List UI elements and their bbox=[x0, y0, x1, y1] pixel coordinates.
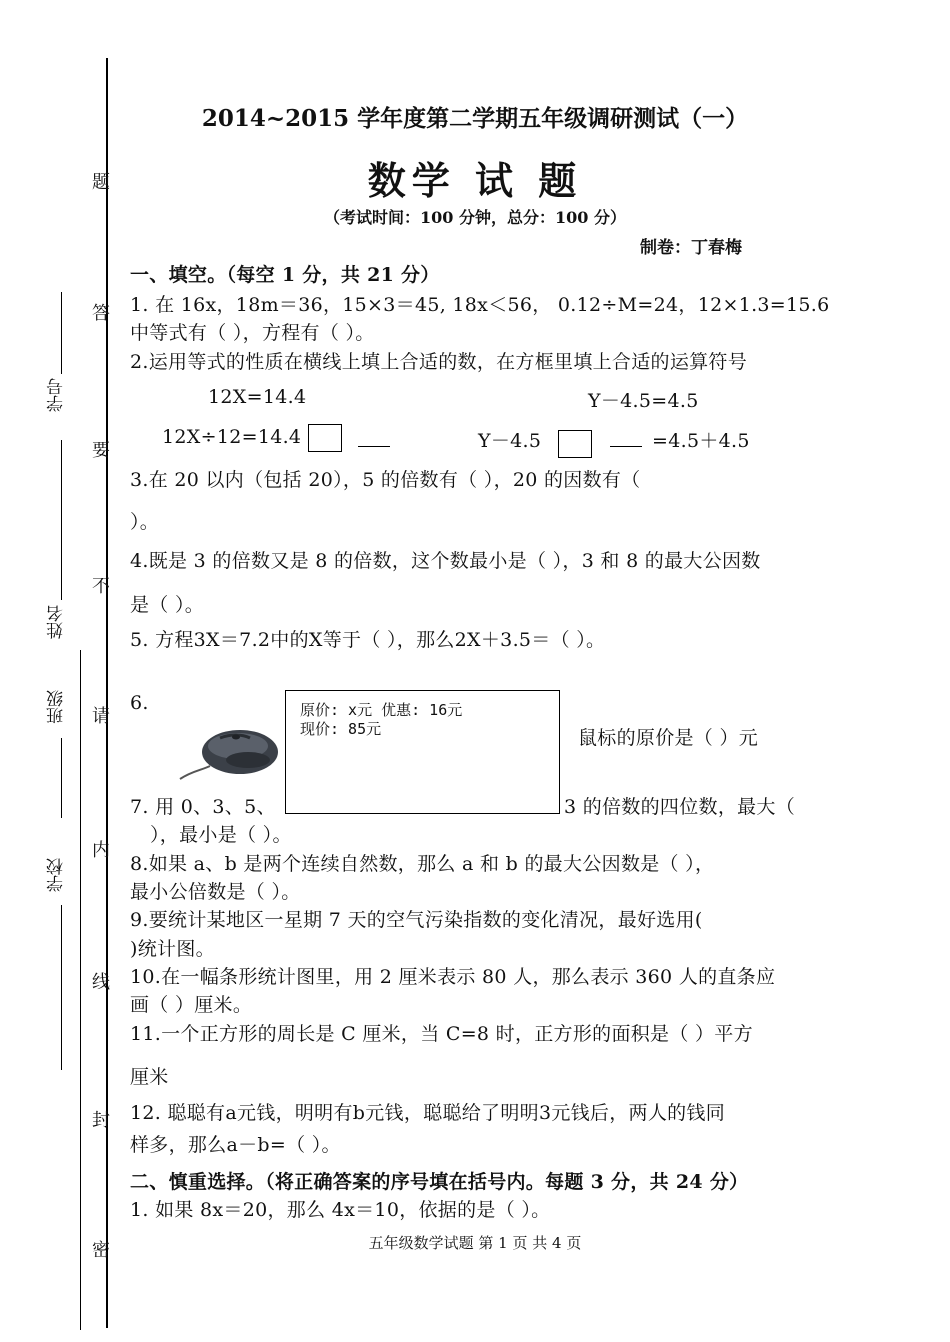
field-label-class: 班级 bbox=[47, 690, 67, 724]
q3-line1: 3.在 20 以内（包括 20），5 的倍数有（ ），20 的因数有（ bbox=[130, 469, 641, 491]
field-line-student-id[interactable] bbox=[61, 292, 62, 374]
binding-char-feng: 封 bbox=[89, 1110, 110, 1128]
q4-line1: 4.既是 3 的倍数又是 8 的倍数，这个数最小是（ ），3 和 8 的最大公因数 bbox=[130, 550, 761, 572]
exam-info: （考试时间：100 分钟，总分：100 分） bbox=[324, 208, 626, 227]
q2-eq2: Y－4.5=4.5 bbox=[588, 390, 699, 412]
exam-title: 2014~2015 学年度第二学期五年级调研测试（一） bbox=[201, 105, 749, 132]
q12-line2: 样多，那么a－b=（ ）。 bbox=[130, 1134, 341, 1156]
binding-char-mi: 密 bbox=[89, 1240, 110, 1258]
q4-line2: 是（ ）。 bbox=[130, 594, 205, 616]
computer-mouse-icon bbox=[178, 724, 280, 782]
q10-line1: 10.在一幅条形统计图里，用 2 厘米表示 80 人，那么表示 360 人的直条应 bbox=[130, 966, 776, 988]
price-tag-line2: 现价: 85元 bbox=[300, 720, 382, 738]
q2-eq4: Y－4.5 bbox=[478, 430, 542, 452]
field-line-school[interactable] bbox=[61, 905, 62, 1070]
field-label-name: 姓名 bbox=[47, 605, 67, 639]
q9-line2: )统计图。 bbox=[130, 938, 215, 960]
q10-line2: 画（ ）厘米。 bbox=[130, 994, 253, 1016]
q12-line1: 12. 聪聪有a元钱，明明有b元钱，聪聪给了明明3元钱后，两人的钱同 bbox=[130, 1102, 726, 1124]
q2-answer-blank-2[interactable] bbox=[610, 446, 642, 447]
price-tag-box bbox=[285, 690, 560, 814]
q8-line1: 8.如果 a、b 是两个连续自然数，那么 a 和 b 的最大公因数是（ ）， bbox=[130, 853, 715, 875]
field-label-student-id: 学号 bbox=[47, 378, 67, 412]
binding-char-xian: 线 bbox=[89, 972, 110, 990]
binding-char-yao: 要 bbox=[89, 440, 110, 458]
field-line-class[interactable] bbox=[61, 738, 62, 818]
q11-line2: 厘米 bbox=[130, 1066, 169, 1088]
q7-end: 3 的倍数的四位数，最大（ bbox=[564, 796, 796, 818]
q2-text: 2.运用等式的性质在横线上填上合适的数，在方框里填上合适的运算符号 bbox=[130, 351, 748, 373]
binding-line-outer bbox=[106, 58, 108, 1328]
field-line-name[interactable] bbox=[61, 440, 62, 600]
q1-line2: 中等式有（ ），方程有（ ）。 bbox=[130, 322, 375, 344]
q2-eq3: 12X÷12=14.4 bbox=[162, 426, 302, 448]
section2-heading: 二、慎重选择。（将正确答案的序号填在括号内。每题 3 分，共 24 分） bbox=[130, 1171, 749, 1193]
binding-char-ti: 题 bbox=[89, 172, 110, 190]
q2-operator-box-1[interactable] bbox=[308, 424, 342, 452]
q8-line2: 最小公倍数是（ ）。 bbox=[130, 881, 301, 903]
binding-char-qing: 请 bbox=[89, 706, 110, 724]
q3-line2: ）。 bbox=[130, 511, 160, 533]
binding-char-da: 答 bbox=[89, 303, 110, 321]
q7-start: 7. 用 0、3、5、 bbox=[130, 796, 276, 818]
q2-eq5: =4.5＋4.5 bbox=[652, 430, 750, 452]
binding-char-nei: 内 bbox=[89, 840, 110, 858]
field-label-school: 学校 bbox=[47, 858, 67, 892]
q1-line1: 1. 在 16x，18m＝36，15×3＝45, 18x＜56， 0.12÷M=24，12×1.3=15.6 bbox=[130, 294, 830, 316]
q6-text: 鼠标的原价是（ ）元 bbox=[578, 727, 759, 749]
q5-text: 5. 方程3X＝7.2中的X等于（ ），那么2X＋3.5＝（ ）。 bbox=[130, 629, 606, 651]
q7-line2: ），最小是（ ）。 bbox=[150, 824, 292, 846]
q9-line1: 9.要统计某地区一星期 7 天的空气污染指数的变化清况，最好选用( bbox=[130, 909, 703, 931]
binding-char-bu: 不 bbox=[89, 576, 110, 594]
price-tag-line1: 原价: x元 优惠: 16元 bbox=[300, 701, 463, 719]
section2-q1: 1. 如果 8x＝20，那么 4x＝10，依据的是（ ）。 bbox=[130, 1199, 551, 1221]
section1-heading: 一、填空。（每空 1 分，共 21 分） bbox=[130, 264, 440, 286]
page-footer: 五年级数学试题 第 1 页 共 4 页 bbox=[368, 1234, 582, 1252]
q2-operator-box-2[interactable] bbox=[558, 430, 592, 458]
exam-maker: 制卷：丁春梅 bbox=[640, 238, 742, 258]
q2-answer-blank-1[interactable] bbox=[358, 446, 390, 447]
subject-title: 数学 试 题 bbox=[367, 158, 583, 203]
binding-line-inner bbox=[80, 650, 81, 1330]
q2-eq1: 12X=14.4 bbox=[208, 386, 307, 408]
q6-number: 6. bbox=[130, 692, 149, 714]
q11-line1: 11.一个正方形的周长是 C 厘米，当 C=8 时，正方形的面积是（ ）平方 bbox=[130, 1023, 753, 1045]
